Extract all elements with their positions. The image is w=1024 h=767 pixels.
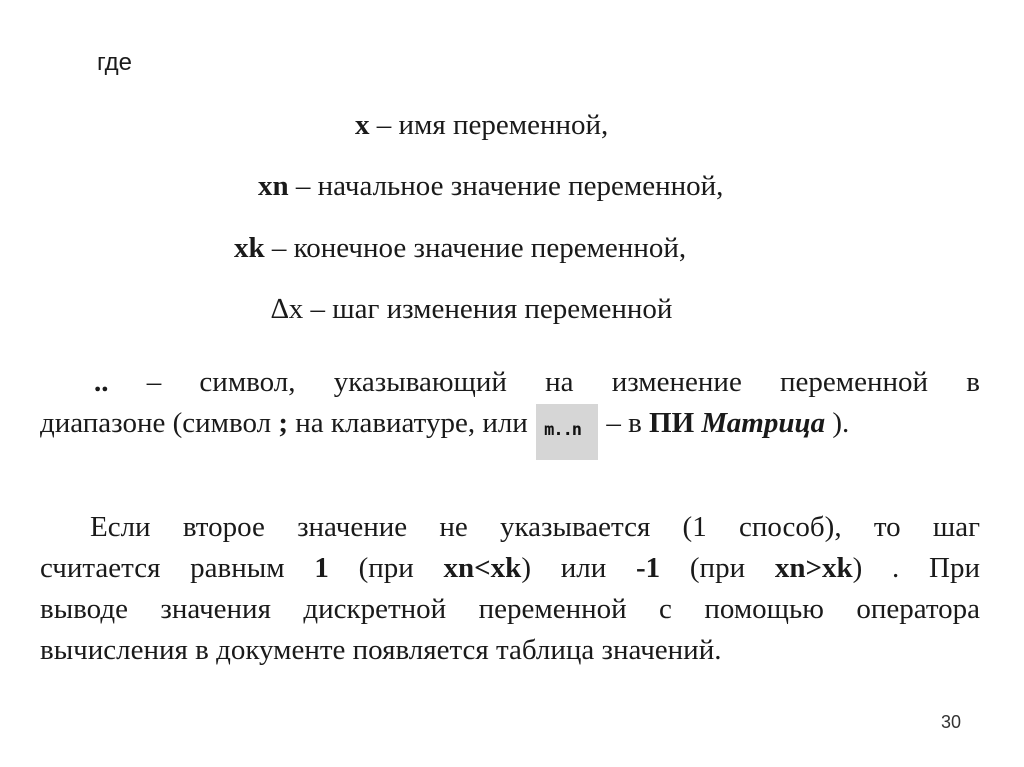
- step-value-minus-one: -1: [635, 552, 661, 584]
- range-line-2-start: диапазоне (символ: [40, 407, 279, 439]
- definition-symbol: x: [355, 109, 370, 141]
- semicolon-symbol: ;: [278, 407, 288, 439]
- definition-text: – имя переменной,: [369, 109, 609, 141]
- definition-symbol: ∆x: [271, 293, 304, 325]
- range-line-1-text: – символ, указывающий на изменение переменной в: [108, 366, 980, 398]
- step-value-one: 1: [314, 552, 329, 584]
- page-number: 30: [941, 712, 962, 732]
- range-line-2-end: ).: [825, 407, 850, 439]
- pi-label: ПИ: [649, 407, 695, 439]
- definition-text: – шаг изменения переменной: [303, 293, 673, 325]
- definition-x: [355, 109, 608, 142]
- range-line-2-after-icon: – в: [599, 407, 650, 439]
- range-line-2: [40, 407, 849, 439]
- definition-symbol: xn: [258, 170, 289, 202]
- condition-xn-less-xk: xn<xk: [443, 552, 522, 584]
- matrix-label: Матрица: [701, 407, 826, 439]
- range-variable-icon: [536, 404, 598, 460]
- step-line-2-a: считается равным: [40, 552, 315, 584]
- definition-symbol: xk: [234, 232, 265, 264]
- step-line-2-d: (при: [660, 552, 775, 584]
- step-line-2-c: ) или: [521, 552, 636, 584]
- step-line-2-b: (при: [328, 552, 444, 584]
- step-line-2-e: ) . При: [852, 552, 981, 584]
- step-line-1-text: Если второе значение не указывается (1 способ), то шаг: [90, 511, 980, 543]
- step-line-2: [40, 548, 980, 589]
- range-symbol: ..: [94, 366, 109, 398]
- definition-delta-x: [271, 293, 672, 326]
- range-line-1: [40, 362, 980, 403]
- range-line-2-mid: на клавиатуре, или: [288, 407, 536, 439]
- condition-xn-greater-xk: xn>xk: [774, 552, 853, 584]
- definition-xn: [258, 170, 723, 203]
- step-line-3: выводе значения дискретной переменной с помощью оператора: [40, 593, 980, 625]
- step-paragraph: [40, 507, 980, 671]
- definition-xk: [234, 232, 686, 265]
- step-line-4: вычисления в документе появляется таблица значений.: [40, 634, 722, 666]
- definition-text: – начальное значение переменной,: [288, 170, 724, 202]
- range-variable-icon-label: m..n: [544, 420, 582, 440]
- step-line-1: [40, 507, 980, 548]
- range-symbol-paragraph: [40, 362, 980, 460]
- intro-word: где: [97, 49, 133, 76]
- definition-text: – конечное значение переменной,: [264, 232, 687, 264]
